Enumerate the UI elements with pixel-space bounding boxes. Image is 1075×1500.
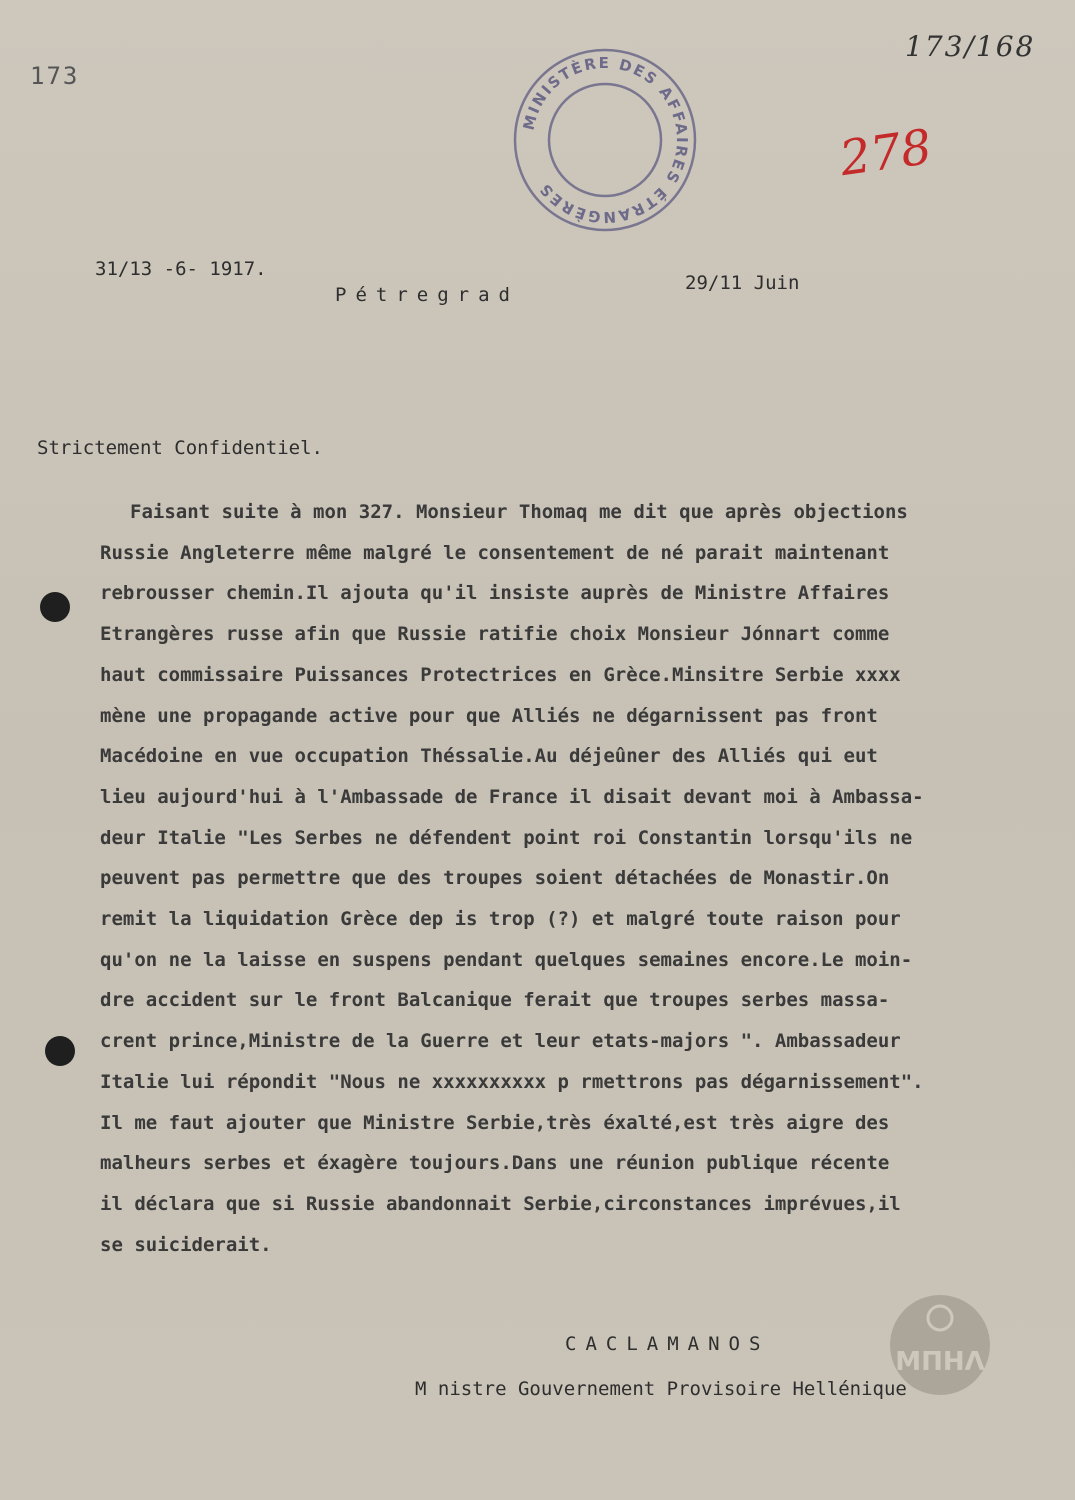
body-line: rebrousser chemin.Il ajouta qu'il insiste auprès de Ministre Affaires xyxy=(100,582,890,605)
date-received: 29/11 Juin xyxy=(685,272,800,294)
watermark-text: ΜΠΗΛ xyxy=(895,1347,985,1377)
place-name: Pétregrad xyxy=(335,284,519,306)
body-line: Etrangères russe afin que Russie ratifie choix Monsieur Jónnart comme xyxy=(100,623,890,646)
page-number: 173 xyxy=(30,62,80,90)
punch-hole xyxy=(45,1036,75,1066)
telegram-body xyxy=(100,492,1060,1265)
svg-text:MINISTÈRE DES AFFAIRES ÉTRANGÈ xyxy=(519,54,691,226)
body-line: se suiciderait. xyxy=(100,1233,272,1256)
archive-watermark-logo xyxy=(885,1290,995,1400)
body-line: crent prince,Ministre de la Guerre et leur etats-majors ". Ambassadeur xyxy=(100,1030,901,1053)
confidential-heading: Strictement Confidentiel. xyxy=(37,437,323,459)
body-line: malheurs serbes et éxagère toujours.Dans une réunion publique récente xyxy=(100,1152,890,1175)
body-line: Russie Angleterre même malgré le consentement de né parait maintenant xyxy=(100,541,890,564)
body-line: qu'on ne la laisse en suspens pendant quelques semaines encore.Le moin- xyxy=(100,948,913,971)
body-line: remit la liquidation Grèce dep is trop (?) et malgré toute raison pour xyxy=(100,908,901,931)
punch-hole xyxy=(40,592,70,622)
stamp-text: MINISTÈRE DES AFFAIRES ÉTRANGÈRES xyxy=(519,53,692,227)
body-line: peuvent pas permettre que des troupes soient détachées de Monastir.On xyxy=(100,867,890,890)
handwritten-red-number: 278 xyxy=(836,118,936,188)
body-line: mène une propagande active pour que Alliés ne dégarnissent pas front xyxy=(100,704,878,727)
body-line: Italie lui répondit "Nous ne xxxxxxxxxx p rmettrons pas dégarnissement". xyxy=(100,1070,924,1093)
body-line: haut commissaire Puissances Protectrices en Grèce.Minsitre Serbie xxxx xyxy=(100,663,901,686)
signature-name: CACLAMANOS xyxy=(565,1333,770,1355)
body-line: Faisant suite à mon 327. Monsieur Thomaq me dit que après objections xyxy=(130,501,908,523)
body-line: Il me faut ajouter que Ministre Serbie,très éxalté,est très aigre des xyxy=(100,1111,890,1134)
body-line: il déclara que si Russie abandonnait Serbie,circonstances imprévues,il xyxy=(100,1192,901,1215)
handwritten-reference: 173/168 xyxy=(905,30,1036,63)
date-sent: 31/13 -6- 1917. xyxy=(95,258,267,280)
signature-title: M nistre Gouvernement Provisoire Hellénique xyxy=(415,1378,907,1400)
ministry-stamp xyxy=(510,45,700,235)
body-line: lieu aujourd'hui à l'Ambassade de France il disait devant moi à Ambassa- xyxy=(100,785,924,808)
body-line: deur Italie "Les Serbes ne défendent point roi Constantin lorsqu'ils ne xyxy=(100,826,913,849)
body-line: Macédoine en vue occupation Théssalie.Au déjeûner des Alliés qui eut xyxy=(100,745,878,768)
body-line: dre accident sur le front Balcanique ferait que troupes serbes massa- xyxy=(100,989,890,1012)
